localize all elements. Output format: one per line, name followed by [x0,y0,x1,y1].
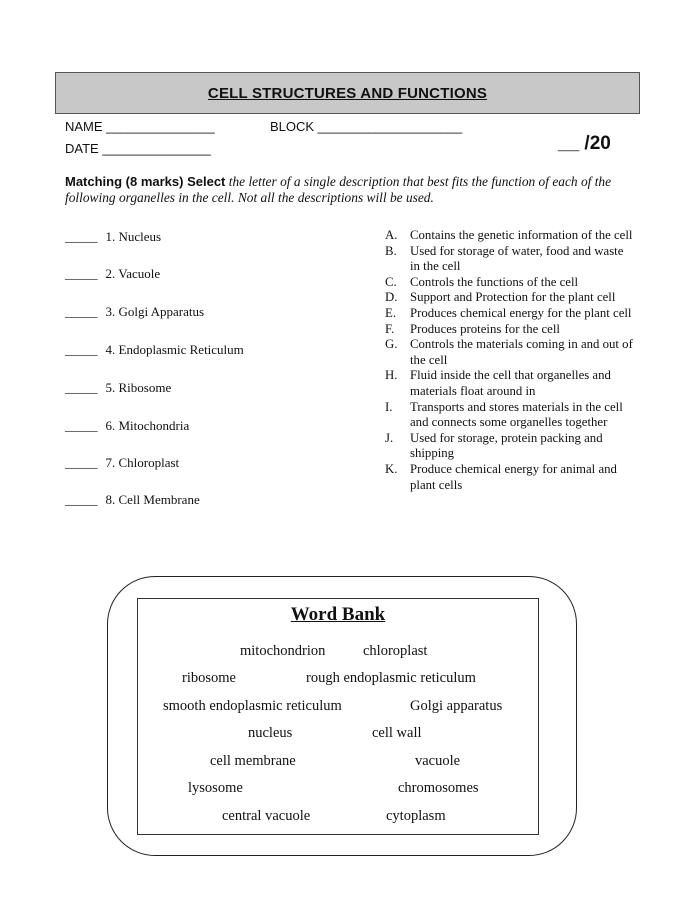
description-text: Transports and stores materials in the cell and connects some organelles together [410,399,623,430]
description-letter: C. [385,274,397,289]
word-bank-word: rough endoplasmic reticulum [306,670,476,686]
answer-blank[interactable]: _____ [65,229,98,244]
question-text: 5. Ribosome [105,380,172,395]
description-text: Support and Protection for the plant cell [410,290,616,305]
block-field[interactable]: BLOCK ____________________ [270,119,463,134]
answer-blank[interactable]: _____ [65,380,98,395]
question-item [65,455,179,471]
answer-blank[interactable]: _____ [65,492,98,507]
description-item [385,462,635,493]
question-item [65,229,161,245]
answer-blank[interactable]: _____ [65,455,98,470]
description-letter: A. [385,228,398,242]
date-field[interactable]: DATE _______________ [65,141,211,156]
answer-blank[interactable]: _____ [65,418,98,433]
description-text: Fluid inside the cell that organelles and materials float around in [410,368,611,398]
score-field: __ /20 [558,133,611,154]
word-bank-inner-frame [137,598,539,835]
word-bank-word: cell wall [372,725,422,741]
answer-blank[interactable]: _____ [65,342,98,357]
description-letter: I. [385,399,393,414]
description-text: Produces proteins for the cell [410,321,560,336]
question-item [65,342,244,358]
description-item [385,431,635,462]
word-bank-word: chromosomes [398,780,479,796]
word-bank-word: central vacuole [222,808,311,824]
description-item [385,368,635,399]
description-text: Controls the materials coming in and out of the cell [410,337,633,367]
description-item [385,306,635,322]
description-item [385,322,635,338]
description-item [385,337,635,368]
question-text: 3. Golgi Apparatus [105,304,205,319]
instructions-lead: Matching (8 marks) Select [65,174,226,189]
word-bank-word: ribosome [182,670,236,686]
word-bank-word: nucleus [248,725,293,741]
question-text: 8. Cell Membrane [105,492,200,507]
question-item [65,492,200,508]
name-field[interactable]: NAME _______________ [65,119,215,134]
question-item [65,304,204,320]
question-text: 6. Mitochondria [105,418,190,433]
description-item [385,244,635,275]
description-letter: E. [385,305,397,320]
description-letter: G. [385,337,398,352]
word-bank-title: Word Bank [290,604,386,625]
question-text: 1. Nucleus [105,229,162,244]
instructions [65,174,640,206]
description-letter: B. [385,243,397,258]
description-letter: H. [385,368,398,383]
description-item [385,290,635,306]
word-bank-word: chloroplast [363,643,428,659]
description-text: Produces chemical energy for the plant cell [410,305,632,320]
word-bank-word: cytoplasm [386,808,446,824]
description-list [385,228,635,493]
question-item [65,266,160,282]
description-letter: K. [385,461,398,476]
answer-blank[interactable]: _____ [65,304,98,319]
description-text: Used for storage of water, food and waste in the cell [410,243,624,274]
word-bank-word: lysosome [188,780,243,796]
word-bank-word: cell membrane [210,753,296,769]
question-text: 4. Endoplasmic Reticulum [105,342,244,357]
description-text: Contains the genetic information of the cell [410,228,633,242]
question-text: 2. Vacuole [105,266,161,281]
description-text: Used for storage, protein packing and shipping [410,430,603,461]
word-bank-word: mitochondrion [240,643,326,659]
page-title: CELL STRUCTURES AND FUNCTIONS [207,84,488,102]
description-letter: F. [385,321,395,336]
word-bank-word: Golgi apparatus [410,698,503,714]
description-item [385,400,635,431]
question-item [65,380,171,396]
question-text: 7. Chloroplast [105,455,180,470]
description-text: Produce chemical energy for animal and plant cells [410,461,617,492]
instructions-body: the letter of a single description that best fits the function of each of the following organelles in the cell. Not all the descriptions will be used. [65,174,612,205]
word-bank-word: vacuole [415,753,461,769]
answer-blank[interactable]: _____ [65,266,98,281]
description-text: Controls the functions of the cell [410,274,579,289]
word-bank-word: smooth endoplasmic reticulum [163,698,342,714]
description-letter: J. [385,430,394,445]
question-item [65,418,189,434]
description-letter: D. [385,290,398,305]
title-banner [55,72,640,114]
description-item [385,228,635,244]
description-item [385,275,635,291]
